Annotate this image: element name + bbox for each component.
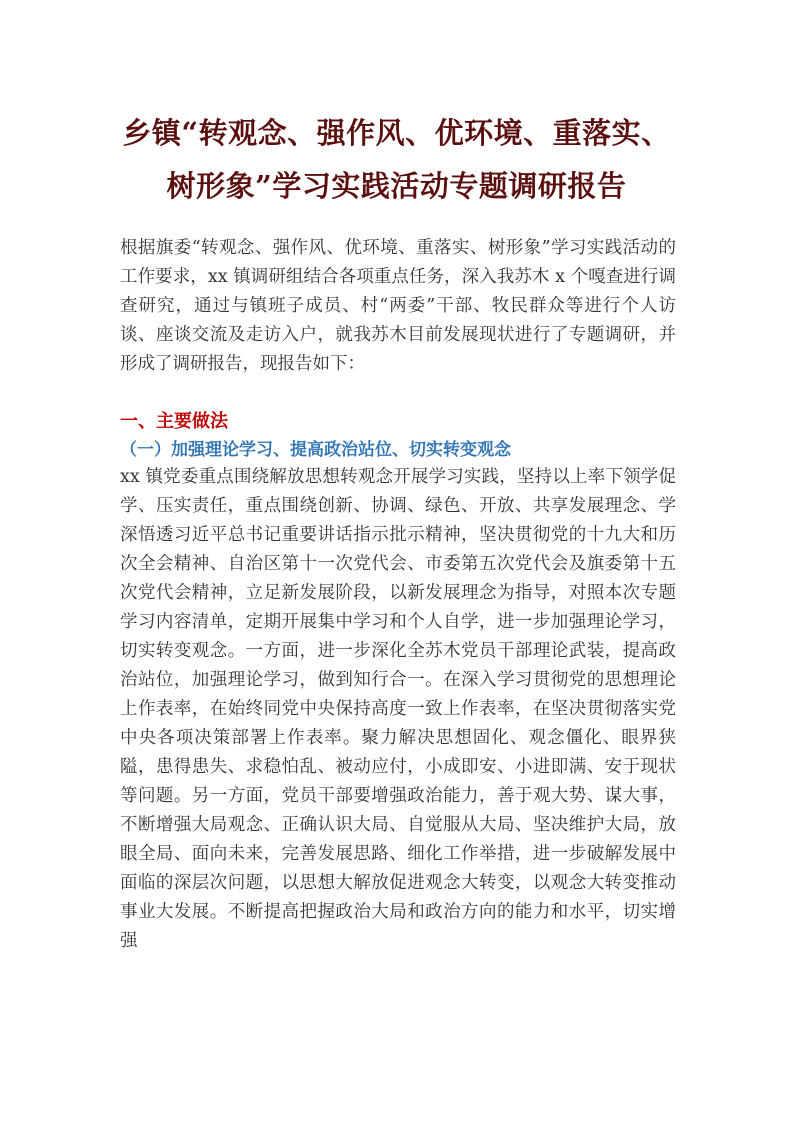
- intro-paragraph: 根据旗委“转观念、强作风、优环境、重落实、树形象”学习实践活动的工作要求，xx 镇调研组结合各项重点任务，深入我苏木 x 个嘎查进行调查研究，通过与镇班子成员、村“两委”干部、牧民群众等进行个人访谈、座谈交流及走访入户，就我苏木目前发展现状进行了专题调研，并形成了调研报告，现报告如下：: [120, 238, 676, 374]
- document-title-line-2: 树形象”学习实践活动专题调研报告: [166, 169, 627, 203]
- section-heading-main-practices: 一、主要做法: [120, 411, 228, 432]
- document-title-line-1: 乡镇“转观念、强作风、优环境、重落实、: [122, 116, 671, 150]
- subsection-heading-theory-study: （一）加强理论学习、提高政治站位、切实转变观念: [120, 440, 511, 460]
- body-paragraph: xx 镇党委重点围绕解放思想转观念开展学习实践，坚持以上率下领学促学、压实责任，重点围绕创新、协调、绿色、开放、共享发展理念、学深悟透习近平总书记重要讲话指示批示精神，坚决贯彻党的十九大和历次全会精神、自治区第十一次党代会、市委第五次党代会及旗委第十五次党代会精神，立足新发展阶段，以新发展理念为指导，对照本次专题学习内容清单，定期开展集中学习和个人自学，进一步加强理论学习，切实转变观念。一方面，进一步深化全苏木党员干部理论武装，提高政治站位，加强理论学习，做到知行合一。在深入学习贯彻党的思想理论上作表率，在始终同党中央保持高度一致上作表率，在坚决贯彻落实党中央各项决策部署上作表率。聚力解决思想固化、观念僵化、眼界狭隘，患得患失、求稳怕乱、被动应付，小成即安、小进即满、安于现状等问题。另一方面，党员干部要增强政治能力，善于观大势、谋大事，不断增强大局观念、正确认识大局、自觉服从大局、坚决维护大局，放眼全局、面向未来，完善发展思路、细化工作举措，进一步破解发展中面临的深层次问题，以思想大解放促进观念大转变，以观念大转变推动事业大发展。不断提高把握政治大局和政治方向的能力和水平，切实增强: [120, 467, 676, 951]
